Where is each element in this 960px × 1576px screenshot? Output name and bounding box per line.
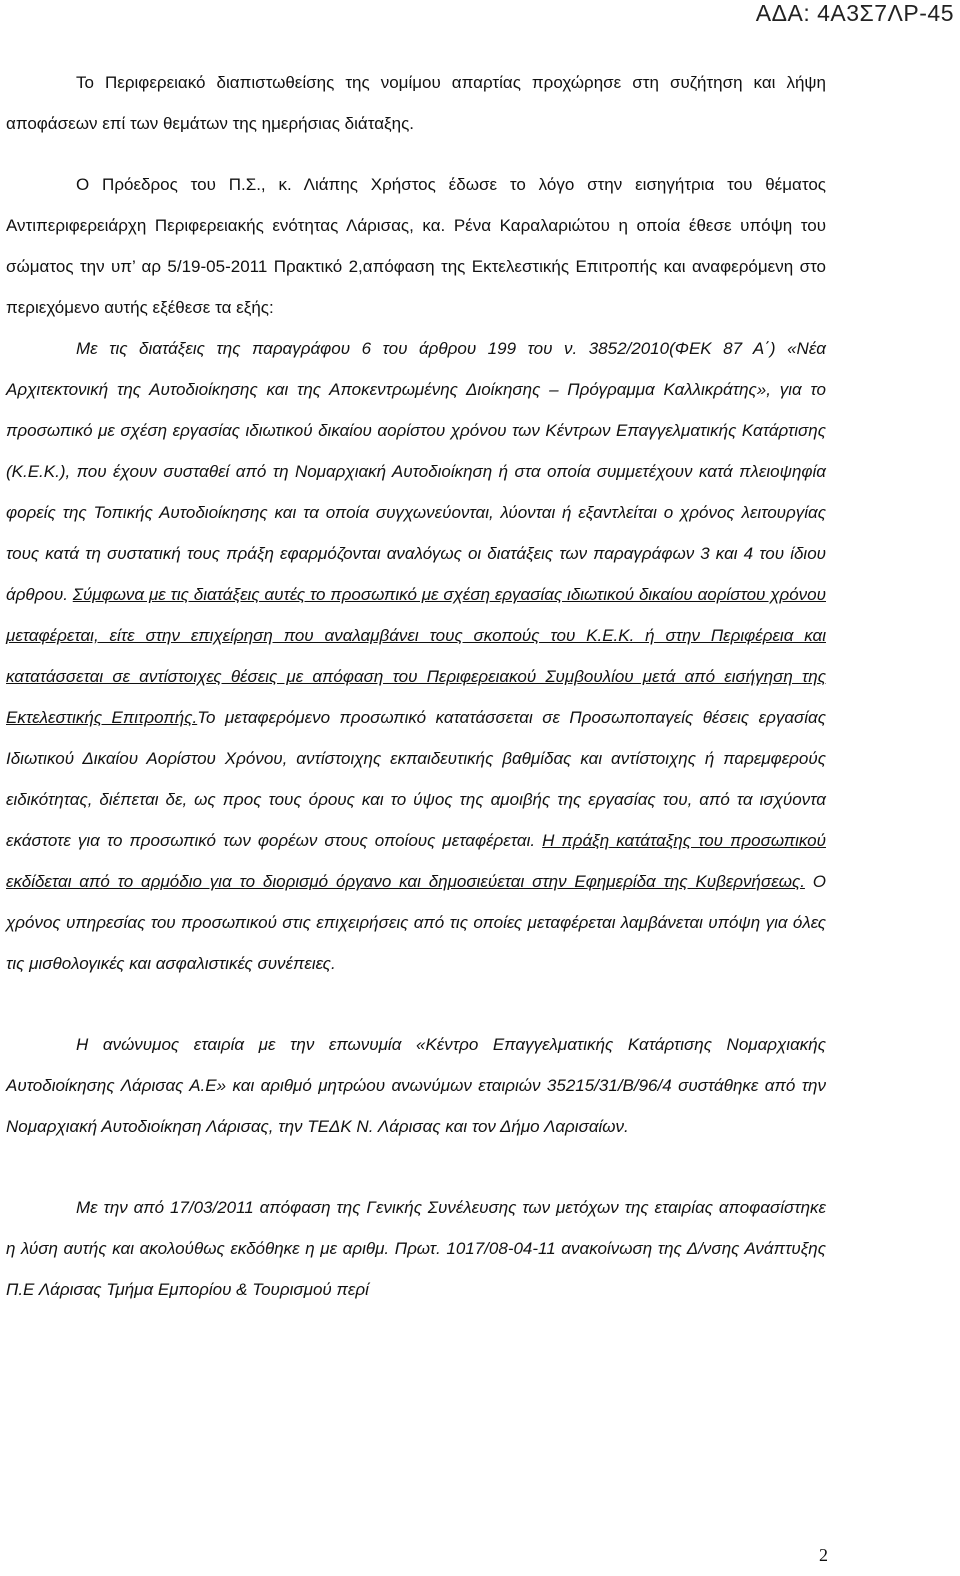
legal-classification-text: Το μεταφερόμενο προσωπικό κατατάσσεται σε Προσωποπαγείς θέσεις εργασίας Ιδιωτικού Δικαίου Αορίστου Χρόνου, αντίστοιχης εκπαιδευτικής βαθμίδας και αντίστοιχης ή παρεμφερούς ειδικότητας, διέπεται δε, ως προς τους όρους και το ύψος της αμοιβής της εργασίας του, από τα ισχύοντα εκάστοτε για το προσωπικό των φορέων στους οποίους μεταφέρεται.: [6, 708, 827, 850]
ada-code: ΑΔΑ: 4Α3Σ7ΛΡ-45: [755, 0, 954, 26]
paragraph-quorum: Το Περιφερειακό διαπιστωθείσης της νομίμου απαρτίας προχώρησε στη συζήτηση και λήψη αποφάσεων επί των θεμάτων της ημερήσιας διάταξης.: [6, 73, 826, 133]
paragraph-dissolution: Με την από 17/03/2011 απόφαση της Γενικής Συνέλευσης των μετόχων της εταιρίας αποφασίστηκε η λύση αυτής και ακολούθως εκδόθηκε η με αριθμ. Πρωτ. 1017/08-04-11 ανακοίνωση της Δ/νσης Ανάπτυξης Π.Ε Λάρισας Τμήμα Εμπορίου & Τουρισμού περί: [6, 1198, 826, 1299]
document-body: [6, 62, 826, 1310]
legal-act-text: Η πράξη κατάταξης του προσωπικού εκδίδεται από το αρμόδιο για το διορισμό όργανο και δημοσιεύεται στην Εφημερίδα της Κυβερνήσεως.: [6, 831, 826, 891]
page-number: 2: [819, 1545, 828, 1565]
legal-service-time-text: Ο χρόνος υπηρεσίας του προσωπικού στις επιχειρήσεις από τις οποίες μεταφέρεται λαμβάνεται υπόψη για όλες τις μισθολογικές και ασφαλιστικές συνέπειες.: [6, 872, 826, 973]
legal-provisions-text: Με τις διατάξεις της παραγράφου 6 του άρθρου 199 του ν. 3852/2010(ΦΕΚ 87 Α΄) «Νέα Αρχιτεκτονική της Αυτοδιοίκησης και της Αποκεντρωμένης Διοίκησης – Πρόγραμμα Καλλικράτης», για το προσωπικό με σχέση εργασίας ιδιωτικού δικαίου αορίστου χρόνου των Κέντρων Επαγγελματικής Κατάρτισης (Κ.Ε.Κ.), που έχουν συσταθεί από τη Νομαρχιακή Αυτοδιοίκηση ή στα οποία συμμετέχουν κατά πλειοψηφία φορείς της Τοπικής Αυτοδιοίκησης και τα οποία συγχωνεύονται, λύονται ή εξαντλείται ο χρόνος λειτουργίας τους κατά τη συστατική τους πράξη εφαρμόζονται αναλόγως οι διατάξεις των παραγράφων 3 και 4 του ίδιου άρθρου.: [6, 339, 826, 604]
paragraph-company: Η ανώνυμος εταιρία με την επωνυμία «Κέντρο Επαγγελματικής Κατάρτισης Νομαρχιακής Αυτοδιοίκησης Λάρισας Α.Ε» και αριθμό μητρώου ανωνύμων εταιριών 35215/31/Β/96/4 συστάθηκε από την Νομαρχιακή Αυτοδιοίκηση Λάρισας, την ΤΕΔΚ Ν. Λάρισας και τον Δήμο Λαρισαίων.: [6, 1035, 826, 1136]
legal-transfer-text: Σύμφωνα με τις διατάξεις αυτές το προσωπικό με σχέση εργασίας ιδιωτικού δικαίου αορίστου χρόνου μεταφέρεται, είτε στην επιχείρηση που αναλαμβάνει τους σκοπούς του Κ.Ε.Κ. ή στην Περιφέρεια και κατατάσσεται σε αντίστοιχες θέσεις με απόφαση του Περιφερειακού Συμβουλίου μετά από εισήγηση της Εκτελεστικής Επιτροπής.: [6, 585, 826, 727]
paragraph-rapporteur: Ο Πρόεδρος του Π.Σ., κ. Λιάπης Χρήστος έδωσε το λόγο στην εισηγήτρια του θέματος Αντιπεριφερειάρχη Περιφερειακής ενότητας Λάρισας, κα. Ρένα Καραλαριώτου η οποία έθεσε υπόψη του σώματος την υπ’ αρ 5/19-05-2011 Πρακτικό 2,απόφαση της Εκτελεστικής Επιτροπής και αναφερόμενη στο περιεχόμενο αυτής εξέθεσε τα εξής:: [6, 175, 826, 317]
paragraph-legal-provisions: [6, 328, 826, 984]
